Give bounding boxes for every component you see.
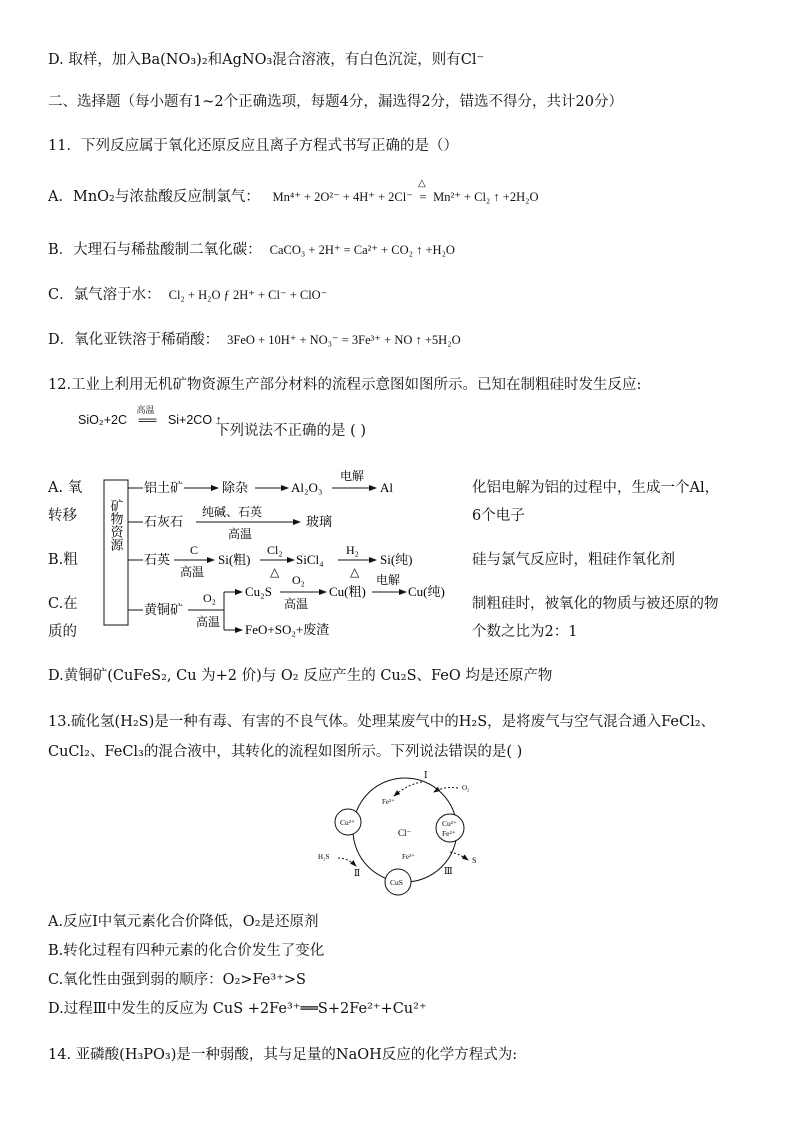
q13-option-d: D.过程Ⅲ中发生的反应为 CuS +2Fe³⁺══S+2Fe²⁺+Cu²⁺ xyxy=(48,1001,427,1017)
q12-a-right-1: 化铝电解为铝的过程中，生成一个Al， xyxy=(472,480,720,496)
flow-soda-quartz: 纯碱、石英 xyxy=(202,505,263,519)
q13-option-a: A.反应Ⅰ中氧元素化合价降低，O₂是还原剂 xyxy=(48,914,319,930)
s-label: S xyxy=(472,856,477,865)
q12-c-right-2: 个数之比为2：1 xyxy=(472,624,578,640)
flow-electrolysis-2: 电解 xyxy=(376,573,401,587)
q12-c-left-1: C.在 xyxy=(48,596,78,612)
flow-electrolysis-1: 电解 xyxy=(340,470,365,483)
flow-high-temp-2: 高温 xyxy=(180,565,205,579)
q11-d-equation: 3FeO + 10H⁺ + NO₃⁻ = 3Fe³⁺ + NO ↑ +5H₂O xyxy=(227,333,461,347)
flow-pure-si: Si(纯) xyxy=(380,552,413,567)
flow-aluminum: Al xyxy=(380,480,393,495)
q11-d-label: D．氧化亚铁溶于稀硝酸： xyxy=(48,332,220,348)
flow-crude-si: Si(粗) xyxy=(218,552,251,567)
q13-option-b: B.转化过程有四种元素的化合价发生了变化 xyxy=(48,943,325,959)
flow-o2-1: O₂ xyxy=(203,591,216,605)
flow-h2: H₂ xyxy=(346,543,359,557)
node-right-cu: Cu²⁺ xyxy=(442,819,457,828)
q10-option-d: D. 取样，加入Ba(NO₃)₂和AgNO₃混合溶液，有白色沉淀，则有Cl⁻ xyxy=(48,52,485,68)
flow-crude-cu: Cu(粗) xyxy=(329,584,366,599)
center-chloride: Cl⁻ xyxy=(398,828,412,838)
flow-o2-2: O₂ xyxy=(292,573,305,587)
q12-b-left: B.粗 xyxy=(48,552,78,568)
flow-pure-cu: Cu(纯) xyxy=(408,584,445,599)
flow-chalcopyrite: 黄铜矿 xyxy=(144,602,184,617)
flow-cu2s: Cu₂S xyxy=(245,584,272,599)
fe3-bottom: Fe³⁺ xyxy=(402,853,415,861)
q14-stem: 14. 亚磷酸(H₃PO₃)是一种弱酸，其与足量的NaOH反应的化学方程式为: xyxy=(48,1047,518,1063)
q13-stem-1: 13.硫化氢(H₂S)是一种有毒、有害的不良气体。处理某废气中的H₂S，是将废气与空气混合通入FeCl₂、 xyxy=(48,714,716,730)
h2s-label: H₂S xyxy=(318,853,330,861)
q11-a-eq-right: Mn²⁺ + Cl₂ ↑ +2H₂O xyxy=(433,190,539,204)
flow-carbon: C xyxy=(190,543,199,557)
q12-stem: 12.工业上利用无机矿物资源生产部分材料的流程示意图如图所示。已知在制粗硅时发生反应: xyxy=(48,377,642,393)
q11-option-b xyxy=(48,240,455,260)
mineral-resource-label: 矿物资源 xyxy=(108,499,124,551)
step-2: Ⅱ xyxy=(354,868,361,878)
q11-c-equation: Cl₂ + H₂O ƒ 2H⁺ + Cl⁻ + ClO⁻ xyxy=(168,288,328,302)
flow-glass: 玻璃 xyxy=(306,514,333,529)
step-1: Ⅰ xyxy=(424,770,428,780)
q11-a-equation xyxy=(272,178,539,204)
q11-a-eq-left: Mn⁴⁺ + 2O²⁻ + 4H⁺ + 2Cl⁻ xyxy=(272,190,413,204)
q13-cycle-diagram xyxy=(310,770,510,900)
flow-cl2: Cl₂ xyxy=(267,543,283,557)
q12-reaction xyxy=(78,405,222,430)
q11-a-eq-condition: △ xyxy=(417,178,426,189)
node-cu2-left-label: Cu²⁺ xyxy=(340,818,355,827)
q12-flow-chart xyxy=(100,470,470,640)
q12-b-right: 硅与氯气反应时，粗硅作氧化剂 xyxy=(472,552,675,568)
flow-quartz: 石英 xyxy=(144,552,171,567)
equals-sign: ══ xyxy=(138,413,157,427)
q12-rxn-left: SiO₂+2C xyxy=(78,413,127,427)
flow-heat-1: △ xyxy=(270,565,280,579)
q12-stem-2: 下列说法不正确的是 ( ) xyxy=(215,423,367,439)
flow-high-temp-4: 高温 xyxy=(284,597,309,611)
flow-high-temp-3: 高温 xyxy=(196,615,221,629)
flow-purify: 除杂 xyxy=(222,480,249,495)
equals-sign: = xyxy=(419,190,427,204)
q11-b-label: B．大理石与稀盐酸制二氧化碳： xyxy=(48,242,262,258)
q12-c-right-1: 制粗硅时，被氧化的物质与被还原的物 xyxy=(472,596,719,612)
q11-option-d xyxy=(48,330,461,350)
q13-stem-2: CuCl₂、FeCl₃的混合液中，其转化的流程如图所示。下列说法错误的是( ) xyxy=(48,744,523,760)
flow-sicl4: SiCl₄ xyxy=(296,552,324,567)
q12-option-d: D.黄铜矿(CuFeS₂, Cu 为+2 价)与 O₂ 反应产生的 Cu₂S、FeO 均是还原产物 xyxy=(48,668,553,684)
flow-limestone: 石灰石 xyxy=(144,514,184,529)
fe3-top: Fe³⁺ xyxy=(382,798,395,806)
flow-high-temp-1: 高温 xyxy=(228,527,253,541)
q12-a-left-2: 转移 xyxy=(48,508,77,524)
q11-c-label: C．氯气溶于水： xyxy=(48,287,161,303)
q12-rxn-condition: 高温 xyxy=(136,405,155,415)
flow-alumina: Al₂O₃ xyxy=(291,480,323,495)
node-cus-label: CuS xyxy=(390,878,403,887)
q12-a-left-1: A. 氧 xyxy=(48,480,83,496)
q11-option-a xyxy=(48,178,539,207)
section-2-heading: 二、选择题（每小题有1~2个正确选项，每题4分，漏选得2分，错选不得分，共计20分） xyxy=(48,94,623,110)
q11-option-c xyxy=(48,285,327,305)
flow-byproducts: FeO+SO₂+废渣 xyxy=(245,622,330,637)
step-3: Ⅲ xyxy=(444,866,453,876)
q13-option-c: C.氧化性由强到弱的顺序：O₂>Fe³⁺>S xyxy=(48,972,306,988)
node-right-fe: Fe²⁺ xyxy=(442,829,456,838)
flow-bauxite: 铝土矿 xyxy=(144,480,184,495)
q12-c-left-2: 质的 xyxy=(48,624,77,640)
q11-a-label: A．MnO₂与浓盐酸反应制氯气： xyxy=(48,189,260,205)
q12-rxn-right: Si+2CO ↑ xyxy=(167,413,222,427)
q11-stem: 11．下列反应属于氧化还原反应且离子方程式书写正确的是（） xyxy=(48,138,458,154)
o2-label: O₂ xyxy=(462,784,470,792)
q12-a-right-2: 6个电子 xyxy=(472,508,525,524)
q11-b-equation: CaCO₃ + 2H⁺ = Ca²⁺ + CO₂ ↑ +H₂O xyxy=(269,243,455,257)
flow-heat-2: △ xyxy=(350,565,360,579)
